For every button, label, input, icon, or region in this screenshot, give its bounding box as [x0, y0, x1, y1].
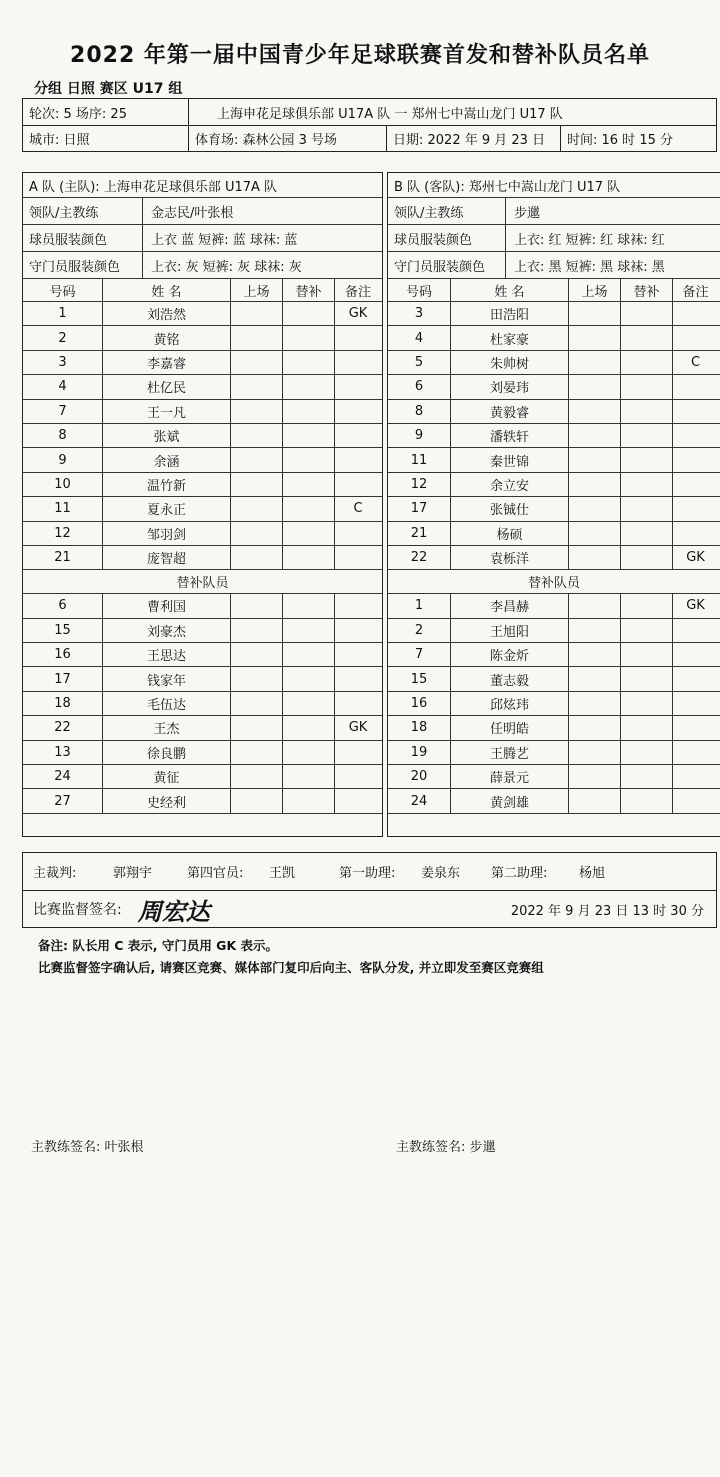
column-header-sub: 替补 — [621, 279, 673, 301]
player-name: 刘浩然 — [103, 302, 231, 325]
team-a-coach-value: 金志民/叶张根 — [151, 205, 234, 221]
player-note — [335, 667, 381, 690]
player-name: 黄铭 — [103, 326, 231, 349]
player-number: 17 — [23, 667, 103, 690]
substitute-cell — [621, 375, 673, 398]
column-header-on: 上场 — [231, 279, 283, 301]
substitute-cell — [621, 497, 673, 520]
fourth-official-label: 第四官员: — [187, 866, 244, 881]
substitute-cell — [621, 546, 673, 569]
player-name: 朱帅树 — [451, 351, 569, 374]
player-note — [335, 351, 381, 374]
player-row — [23, 497, 382, 521]
player-name: 李嘉睿 — [103, 351, 231, 374]
ar1-name: 姜泉东 — [421, 866, 461, 881]
substitute-cell — [621, 741, 673, 764]
player-number: 18 — [23, 692, 103, 715]
player-number: 9 — [388, 424, 451, 447]
team-b-kit-value: 上衣: 红 短裤: 红 球袜: 红 — [514, 232, 665, 248]
team-b-gk-kit-label: 守门员服装颜色 — [388, 252, 506, 278]
player-note — [673, 667, 718, 690]
started-cell — [569, 302, 621, 325]
substitute-cell — [621, 473, 673, 496]
referee-name: 郭翔宇 — [113, 866, 153, 881]
player-number: 12 — [23, 522, 103, 545]
substitute-cell — [283, 692, 335, 715]
player-name: 王思达 — [103, 643, 231, 666]
note-line-1: 备注: 队长用 C 表示, 守门员用 GK 表示。 — [38, 938, 278, 953]
player-note — [335, 448, 381, 471]
player-number: 21 — [388, 522, 451, 545]
time-label: 时间: 16 时 15 分 — [567, 133, 673, 148]
player-row — [23, 667, 382, 691]
started-cell — [569, 424, 621, 447]
player-name: 温竹新 — [103, 473, 231, 496]
player-row — [23, 326, 382, 350]
match-label: 上海申花足球俱乐部 U17A 队 一 郑州七中嵩山龙门 U17 队 — [217, 106, 563, 122]
player-number: 18 — [388, 716, 451, 739]
player-row — [388, 546, 720, 570]
player-name: 黄毅睿 — [451, 400, 569, 423]
team-a-coach-label: 领队/主教练 — [23, 198, 143, 224]
player-note — [335, 765, 381, 788]
substitute-cell — [283, 351, 335, 374]
player-note — [335, 789, 381, 812]
substitute-cell — [621, 326, 673, 349]
started-cell — [569, 643, 621, 666]
player-number: 5 — [388, 351, 451, 374]
team-b-column-header — [388, 279, 720, 302]
player-row — [388, 765, 720, 789]
player-number: 1 — [388, 594, 451, 617]
team-b-coach-label: 领队/主教练 — [388, 198, 506, 224]
team-a-kit-value: 上衣 蓝 短裤: 蓝 球袜: 蓝 — [151, 232, 298, 248]
started-cell — [231, 546, 283, 569]
column-header-name: 姓 名 — [451, 279, 569, 301]
player-number: 12 — [388, 473, 451, 496]
ar2-name: 杨旭 — [579, 866, 606, 881]
player-note — [335, 400, 381, 423]
player-number: 19 — [388, 741, 451, 764]
started-cell — [231, 692, 283, 715]
player-name: 毛伍达 — [103, 692, 231, 715]
player-name: 李昌赫 — [451, 594, 569, 617]
started-cell — [231, 302, 283, 325]
player-note — [335, 741, 381, 764]
substitute-cell — [283, 448, 335, 471]
started-cell — [569, 351, 621, 374]
player-note — [335, 375, 381, 398]
player-name: 袁栎洋 — [451, 546, 569, 569]
team-b-coach-sign: 主教练签名: 步邋 — [396, 1139, 496, 1155]
player-note — [673, 741, 718, 764]
player-number: 15 — [23, 619, 103, 642]
substitute-cell — [283, 497, 335, 520]
player-note — [335, 473, 381, 496]
player-note — [335, 643, 381, 666]
player-note — [673, 302, 718, 325]
player-row — [388, 375, 720, 399]
player-number: 7 — [23, 400, 103, 423]
player-number: 24 — [388, 789, 451, 812]
substitute-cell — [621, 643, 673, 666]
match-info-box — [22, 98, 717, 152]
column-header-note: 备注 — [682, 284, 709, 300]
venue-label: 体育场: 森林公园 3 号场 — [189, 126, 387, 151]
player-note — [673, 692, 718, 715]
player-row — [23, 448, 382, 472]
player-note — [673, 619, 718, 642]
substitute-cell — [621, 765, 673, 788]
player-note — [673, 716, 718, 739]
substitute-cell — [621, 692, 673, 715]
started-cell — [569, 765, 621, 788]
player-number: 24 — [23, 765, 103, 788]
substitute-cell — [283, 326, 335, 349]
substitute-cell — [283, 716, 335, 739]
player-row — [388, 594, 720, 618]
player-note — [335, 594, 381, 617]
substitute-cell — [283, 375, 335, 398]
substitute-cell — [283, 789, 335, 812]
team-b-kit-label: 球员服装颜色 — [388, 225, 506, 251]
substitute-cell — [621, 448, 673, 471]
city-label: 城市: 日照 — [23, 126, 189, 151]
player-name: 潘轶轩 — [451, 424, 569, 447]
group-label: 分组 日照 赛区 U17 组 — [34, 81, 183, 97]
substitute-cell — [621, 400, 673, 423]
started-cell — [231, 789, 283, 812]
player-number: 16 — [388, 692, 451, 715]
started-cell — [569, 619, 621, 642]
column-header-note: 备注 — [344, 284, 371, 300]
player-name: 史经利 — [103, 789, 231, 812]
player-note — [335, 424, 381, 447]
player-note: GK — [686, 598, 705, 614]
player-name: 刘豪杰 — [103, 619, 231, 642]
started-cell — [569, 741, 621, 764]
substitute-cell — [283, 400, 335, 423]
substitute-cell — [621, 351, 673, 374]
player-number: 21 — [23, 546, 103, 569]
player-row — [23, 692, 382, 716]
substitute-cell — [621, 424, 673, 447]
player-name: 余涵 — [103, 448, 231, 471]
substitute-cell — [283, 424, 335, 447]
player-name: 曹利国 — [103, 594, 231, 617]
player-name: 王腾艺 — [451, 741, 569, 764]
note-line-2: 比赛监督签字确认后, 请赛区竞赛、媒体部门复印后向主、客队分发, 并立即发至赛区竞赛组 — [38, 960, 544, 975]
started-cell — [231, 351, 283, 374]
started-cell — [569, 692, 621, 715]
round-label: 轮次: 5 场序: 25 — [23, 99, 189, 125]
player-row — [388, 741, 720, 765]
player-row — [388, 400, 720, 424]
player-name: 田浩阳 — [451, 302, 569, 325]
ar1-label: 第一助理: — [339, 866, 396, 881]
substitute-cell — [621, 667, 673, 690]
player-name: 黄征 — [103, 765, 231, 788]
started-cell — [569, 522, 621, 545]
player-note — [335, 692, 381, 715]
player-row — [388, 619, 720, 643]
player-number: 8 — [388, 400, 451, 423]
player-name: 秦世锦 — [451, 448, 569, 471]
player-number: 13 — [23, 741, 103, 764]
substitute-cell — [621, 619, 673, 642]
player-number: 22 — [388, 546, 451, 569]
subs-section-label: 替补队员 — [23, 570, 382, 594]
team-a-gk-kit-value: 上衣: 灰 短裤: 灰 球袜: 灰 — [151, 259, 302, 275]
officials-box — [22, 852, 717, 928]
started-cell — [231, 522, 283, 545]
column-header-name: 姓 名 — [103, 279, 231, 301]
player-row — [23, 424, 382, 448]
substitute-cell — [283, 473, 335, 496]
substitute-cell — [283, 765, 335, 788]
player-row — [388, 667, 720, 691]
player-name: 刘晏玮 — [451, 375, 569, 398]
started-cell — [569, 473, 621, 496]
player-name: 杜家豪 — [451, 326, 569, 349]
player-note — [673, 473, 718, 496]
player-name: 杜亿民 — [103, 375, 231, 398]
player-note — [673, 375, 718, 398]
started-cell — [231, 619, 283, 642]
player-note — [673, 765, 718, 788]
player-number: 17 — [388, 497, 451, 520]
player-row — [388, 326, 720, 350]
player-row — [23, 375, 382, 399]
player-number: 4 — [388, 326, 451, 349]
started-cell — [569, 716, 621, 739]
player-name: 任明皓 — [451, 716, 569, 739]
player-name: 黄剑雄 — [451, 789, 569, 812]
player-note: GK — [348, 720, 368, 736]
team-b-gk-kit-value: 上衣: 黑 短裤: 黑 球袜: 黑 — [514, 259, 665, 275]
player-name: 邱炫玮 — [451, 692, 569, 715]
started-cell — [231, 716, 283, 739]
started-cell — [569, 326, 621, 349]
player-note — [335, 326, 381, 349]
player-row — [388, 473, 720, 497]
player-row — [388, 351, 720, 375]
team-a-coach-sign: 主教练签名: 叶张根 — [31, 1139, 144, 1155]
column-header-on: 上场 — [569, 279, 621, 301]
sign-time: 2022 年 9 月 23 日 13 时 30 分 — [510, 903, 704, 919]
fourth-official-name: 王凯 — [269, 866, 296, 881]
player-row — [23, 619, 382, 643]
player-number: 7 — [388, 643, 451, 666]
player-row — [388, 643, 720, 667]
player-name: 王杰 — [103, 716, 231, 739]
started-cell — [231, 594, 283, 617]
player-number: 11 — [388, 448, 451, 471]
team-a-kit-label: 球员服装颜色 — [23, 225, 143, 251]
team-b-coach-value: 步邋 — [514, 205, 541, 221]
supervisor-label: 比赛监督签名: — [33, 902, 122, 918]
player-row — [23, 789, 382, 813]
started-cell — [231, 424, 283, 447]
player-name: 王旭阳 — [451, 619, 569, 642]
player-number: 6 — [23, 594, 103, 617]
player-row — [388, 424, 720, 448]
team-b-title: B 队 (客队): 郑州七中嵩山龙门 U17 队 — [388, 173, 720, 198]
date-label: 日期: 2022 年 9 月 23 日 — [387, 126, 561, 151]
started-cell — [569, 497, 621, 520]
player-row — [388, 522, 720, 546]
subs-section-label: 替补队员 — [388, 570, 720, 594]
player-row — [388, 692, 720, 716]
player-note — [673, 643, 718, 666]
started-cell — [569, 789, 621, 812]
player-name: 陈金炘 — [451, 643, 569, 666]
player-row — [388, 302, 720, 326]
substitute-cell — [283, 741, 335, 764]
player-note — [335, 546, 381, 569]
player-row — [23, 400, 382, 424]
player-number: 4 — [23, 375, 103, 398]
column-header-num: 号码 — [23, 279, 103, 301]
player-number: 3 — [23, 351, 103, 374]
column-header-sub: 替补 — [283, 279, 335, 301]
started-cell — [569, 400, 621, 423]
substitute-cell — [283, 619, 335, 642]
notes — [38, 935, 544, 979]
substitute-cell — [283, 643, 335, 666]
started-cell — [569, 546, 621, 569]
substitute-cell — [283, 302, 335, 325]
started-cell — [569, 594, 621, 617]
player-number: 6 — [388, 375, 451, 398]
player-number: 15 — [388, 667, 451, 690]
player-name: 钱家年 — [103, 667, 231, 690]
player-number: 22 — [23, 716, 103, 739]
player-row — [23, 643, 382, 667]
player-number: 1 — [23, 302, 103, 325]
player-row — [23, 765, 382, 789]
player-name: 王一凡 — [103, 400, 231, 423]
started-cell — [231, 497, 283, 520]
player-row — [23, 522, 382, 546]
ar2-label: 第二助理: — [491, 866, 548, 881]
column-header-num: 号码 — [388, 279, 451, 301]
started-cell — [569, 448, 621, 471]
team-a-column-header — [23, 279, 382, 302]
started-cell — [231, 375, 283, 398]
started-cell — [231, 448, 283, 471]
started-cell — [231, 741, 283, 764]
player-row — [388, 497, 720, 521]
player-number: 2 — [388, 619, 451, 642]
player-row — [23, 473, 382, 497]
player-name: 庞智超 — [103, 546, 231, 569]
player-note — [673, 497, 718, 520]
started-cell — [231, 400, 283, 423]
player-number: 8 — [23, 424, 103, 447]
player-name: 夏永正 — [103, 497, 231, 520]
team-a-gk-kit-label: 守门员服装颜色 — [23, 252, 143, 278]
substitute-cell — [621, 302, 673, 325]
player-number: 9 — [23, 448, 103, 471]
page-title: 2022 年第一届中国青少年足球联赛首发和替补队员名单 — [70, 43, 650, 68]
player-note — [673, 789, 718, 812]
player-row — [388, 716, 720, 740]
team-a-title: A 队 (主队): 上海申花足球俱乐部 U17A 队 — [23, 173, 382, 198]
player-number: 2 — [23, 326, 103, 349]
player-row — [23, 351, 382, 375]
player-note — [673, 448, 718, 471]
player-note: GK — [686, 550, 705, 566]
player-number: 3 — [388, 302, 451, 325]
player-note — [673, 522, 718, 545]
player-row — [23, 741, 382, 765]
player-note: C — [690, 354, 701, 370]
started-cell — [231, 643, 283, 666]
player-number: 10 — [23, 473, 103, 496]
substitute-cell — [283, 667, 335, 690]
substitute-cell — [621, 594, 673, 617]
started-cell — [231, 765, 283, 788]
started-cell — [231, 326, 283, 349]
player-name: 邹羽剑 — [103, 522, 231, 545]
player-name: 余立安 — [451, 473, 569, 496]
player-name: 董志毅 — [451, 667, 569, 690]
player-row — [388, 789, 720, 813]
referee-label: 主裁判: — [33, 866, 77, 881]
substitute-cell — [621, 522, 673, 545]
started-cell — [231, 667, 283, 690]
player-note — [335, 522, 381, 545]
player-number: 11 — [23, 497, 103, 520]
player-name: 徐良鹏 — [103, 741, 231, 764]
player-note: C — [353, 501, 363, 517]
player-row — [23, 716, 382, 740]
player-row — [23, 302, 382, 326]
started-cell — [569, 667, 621, 690]
player-note — [673, 424, 718, 447]
player-number: 20 — [388, 765, 451, 788]
substitute-cell — [283, 522, 335, 545]
player-row — [388, 448, 720, 472]
player-number: 16 — [23, 643, 103, 666]
substitute-cell — [283, 594, 335, 617]
substitute-cell — [621, 716, 673, 739]
player-note: GK — [348, 306, 368, 322]
player-number: 27 — [23, 789, 103, 812]
supervisor-signature: 周宏达 — [137, 896, 210, 926]
player-row — [23, 594, 382, 618]
player-name: 杨硕 — [451, 522, 569, 545]
player-name: 张斌 — [103, 424, 231, 447]
substitute-cell — [283, 546, 335, 569]
player-note — [335, 619, 381, 642]
player-row — [23, 546, 382, 570]
player-note — [673, 326, 718, 349]
started-cell — [231, 473, 283, 496]
substitute-cell — [621, 789, 673, 812]
player-name: 薛景元 — [451, 765, 569, 788]
player-note — [673, 400, 718, 423]
started-cell — [569, 375, 621, 398]
player-name: 张铖仕 — [451, 497, 569, 520]
